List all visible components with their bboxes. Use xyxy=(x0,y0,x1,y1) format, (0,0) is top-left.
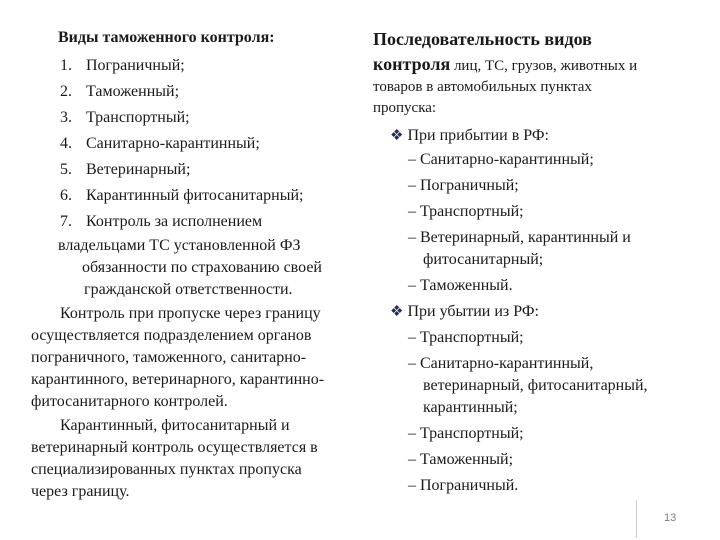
departure-item: – Санитарно-карантинный, xyxy=(408,355,594,372)
list-item-number: 2. xyxy=(60,83,72,100)
list-item: Карантинный фитосанитарный; xyxy=(86,187,304,204)
list-item-number: 3. xyxy=(60,109,72,126)
left-heading: Виды таможенного контроля: xyxy=(58,29,275,46)
list-item-number: 7. xyxy=(60,213,72,230)
list-item: Таможенный; xyxy=(86,83,180,100)
arrival-label: При прибытии в РФ: xyxy=(407,127,549,144)
paragraph-line: специализированных пунктах пропуска xyxy=(31,461,302,478)
list-item-line: обязанности по страхованию своей xyxy=(82,259,322,276)
paragraph-line: Контроль при пропуске через границу xyxy=(60,305,321,322)
page-number: 13 xyxy=(664,512,677,524)
list-item: Ветеринарный; xyxy=(86,161,191,178)
arrival-item: – Пограничный; xyxy=(408,177,519,194)
departure-label: При убытии из РФ: xyxy=(407,303,539,320)
page-number-divider xyxy=(636,500,637,538)
arrival-item: – Ветеринарный, карантинный и xyxy=(408,229,631,246)
departure-item: ветеринарный, фитосанитарный, xyxy=(423,377,648,394)
departure-item: – Таможенный; xyxy=(408,451,514,468)
arrival-item: – Санитарно-карантинный; xyxy=(408,151,594,168)
departure-item: – Транспортный; xyxy=(408,329,524,346)
list-item: Транспортный; xyxy=(86,109,190,126)
list-item-number: 4. xyxy=(60,135,72,152)
right-heading-line xyxy=(373,55,637,74)
paragraph-line: карантинного, ветеринарного, карантинно- xyxy=(31,371,325,388)
diamond-bullet-icon: ❖ xyxy=(390,304,404,320)
paragraph-line: пограничного, таможенного, санитарно- xyxy=(31,349,307,366)
right-heading-line: пропуска: xyxy=(373,100,437,116)
paragraph-line: ветеринарный контроль осуществляется в xyxy=(31,439,318,456)
departure-item: – Транспортный; xyxy=(408,425,524,442)
arrival-item: – Таможенный. xyxy=(408,277,513,294)
list-item-number: 5. xyxy=(60,161,72,178)
paragraph-line: Карантинный, фитосанитарный и xyxy=(60,417,290,434)
right-heading-line: товаров в автомобильных пунктах xyxy=(373,79,592,95)
arrival-section-title xyxy=(390,128,549,144)
right-heading-rest: лиц, ТС, грузов, животных и xyxy=(450,58,638,74)
departure-item: – Пограничный. xyxy=(408,477,519,494)
paragraph-line: через границу. xyxy=(31,483,130,500)
list-item-number: 6. xyxy=(60,187,72,204)
list-item: Пограничный; xyxy=(86,57,185,74)
right-heading-line: Последовательность видов xyxy=(373,29,592,49)
list-item-line: Контроль за исполнением xyxy=(86,213,263,230)
arrival-item: – Транспортный; xyxy=(408,203,524,220)
right-heading-bold: контроля xyxy=(373,54,451,74)
departure-section-title xyxy=(390,304,539,320)
diamond-bullet-icon: ❖ xyxy=(390,128,404,144)
arrival-item: фитосанитарный; xyxy=(423,251,544,268)
paragraph-line: осуществляется подразделением органов xyxy=(31,327,312,344)
departure-item: карантинный; xyxy=(423,399,518,416)
list-item-line: владельцами ТС установленной ФЗ xyxy=(58,237,301,254)
list-item-number: 1. xyxy=(60,57,72,74)
list-item-line: гражданской ответственности. xyxy=(84,281,293,298)
paragraph-line: фитосанитарного контролей. xyxy=(31,393,228,410)
list-item: Санитарно-карантинный; xyxy=(86,135,260,152)
